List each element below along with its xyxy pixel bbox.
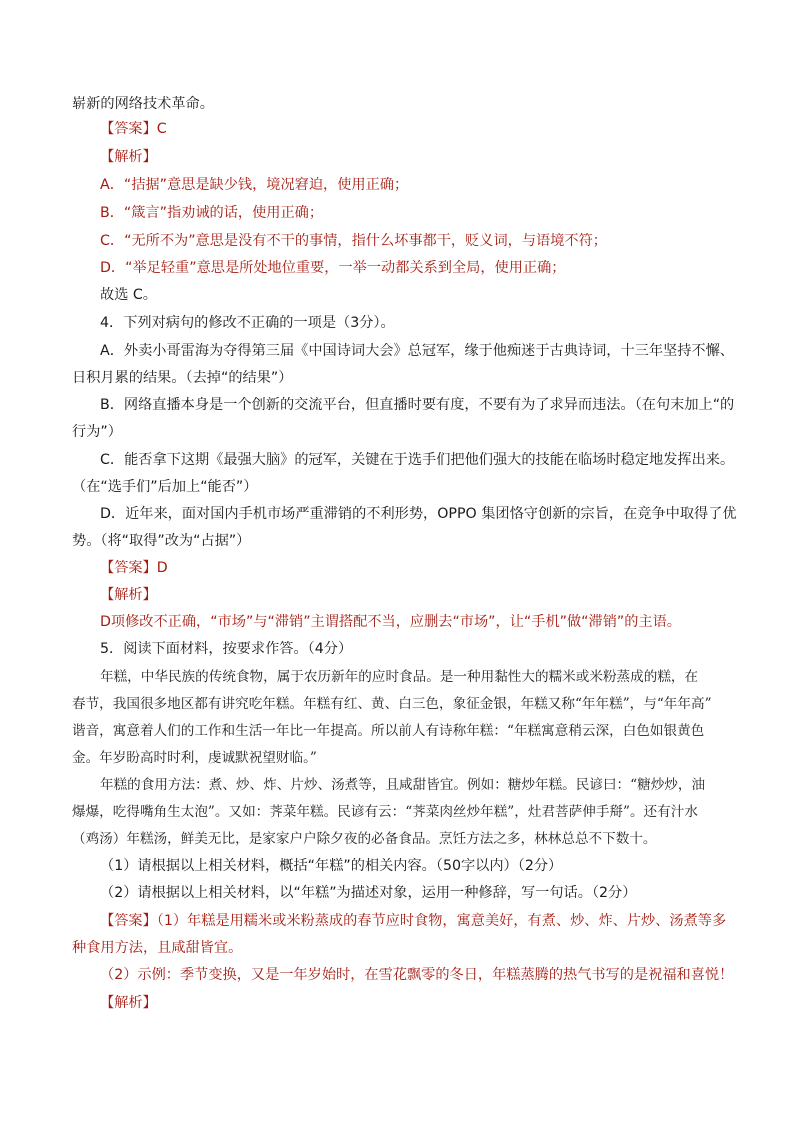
analysis-label: 【解析】 bbox=[100, 587, 157, 603]
question-4-option-b: B．网络直播本身是一个创新的交流平台，但直播时要有度，不要有为了求异而违法。（在句末加上“的 bbox=[100, 397, 735, 413]
analysis-line-d: D．“举足轻重”意思是所处地位重要，一举一动都关系到全局，使用正确； bbox=[100, 260, 566, 276]
answer-text: 【答案】（1）年糕是用糯米或米粉蒸成的春节应时食物，寓意美好，有煮、炒、炸、片炒、汤煮等多 bbox=[100, 913, 727, 929]
material-paragraph-2-line-2: 爆爆，吃得嘴角生太泡”。又如：荠菜年糕。民谚有云：“荠菜肉丝炒年糕”，灶君菩萨伸手搿”。还有汁水 bbox=[72, 804, 698, 820]
material-paragraph-2-line-3: （鸡汤）年糕汤，鲜美无比，是家家户户除夕夜的必备食品。烹饪方法之多，林林总总不下数十。 bbox=[72, 831, 657, 847]
question-5-sub-2: （2）请根据以上相关材料，以“年糕”为描述对象，运用一种修辞，写一句话。（2分） bbox=[100, 885, 637, 901]
analysis-label: 【解析】 bbox=[100, 995, 157, 1011]
material-paragraph-1-line-3: 谐音，寓意着人们的工作和生活一年比一年提高。所以前人有诗称年糕：“年糕寓意稍云深，白色如银黄色 bbox=[72, 723, 705, 739]
material-paragraph-2: 年糕的食用方法：煮、炒、炸、片炒、汤煮等，且咸甜皆宜。例如：糖炒年糕。民谚曰：“糖炒炒，油 bbox=[100, 777, 706, 793]
question-4-option-c: C．能否拿下这期《最强大脑》的冠军，关键在于选手们把他们强大的技能在临场时稳定地发挥出来。 bbox=[100, 452, 735, 468]
analysis-line-b: B．“箴言”指劝诫的话，使用正确； bbox=[100, 205, 324, 221]
question-4-option-c-cont: （在“选手们”后加上“能否”） bbox=[72, 479, 258, 495]
question-4-option-d: D．近年来，面对国内手机市场严重滞销的不利形势，OPPO 集团恪守创新的宗旨，在竞争中取得了优 bbox=[100, 506, 737, 522]
question-4-option-a: A．外卖小哥雷海为夺得第三届《中国诗词大会》总冠军，缘于他痴迷于古典诗词，十三年坚持不懈、 bbox=[100, 343, 734, 359]
answer-example: （2）示例：季节变换，又是一年岁始时，在雪花飘零的冬日，年糕蒸腾的热气书写的是祝福和喜悦！ bbox=[100, 967, 734, 983]
analysis-label: 【解析】 bbox=[100, 149, 157, 165]
material-paragraph-1: 年糕，中华民族的传统食物，属于农历新年的应时食品。是一种用黏性大的糯米或米粉蒸成的糕，在 bbox=[100, 669, 699, 685]
question-5-sub-1: （1）请根据以上相关材料，概括“年糕”的相关内容。（50字以内）（2分） bbox=[100, 858, 563, 874]
analysis-text: D项修改不正确，“市场”与“滞销”主谓搭配不当，应删去“市场”，让“手机”做“滞销”的主语。 bbox=[100, 614, 681, 630]
question-4-option-d-cont: 势。（将“取得”改为“占据”） bbox=[72, 533, 251, 549]
answer-label: 【答案】D bbox=[100, 560, 168, 576]
material-paragraph-1-line-2: 春节，我国很多地区都有讲究吃年糕。年糕有红、黄、白三色，象征金银，年糕又称“年年糕”，与“年年高” bbox=[72, 696, 712, 712]
conclusion-text: 故选 C。 bbox=[100, 287, 157, 303]
question-4-option-a-cont: 日积月累的结果。（去掉“的结果”） bbox=[72, 370, 293, 386]
question-4-title: 4．下列对病句的修改不正确的一项是（3分）。 bbox=[100, 315, 395, 331]
question-5-title: 5．阅读下面材料，按要求作答。（4分） bbox=[100, 641, 353, 657]
answer-text-cont: 种食用方法，且咸甜皆宜。 bbox=[72, 940, 243, 956]
question-4-option-b-cont: 行为”） bbox=[72, 424, 122, 440]
answer-label: 【答案】C bbox=[100, 121, 167, 137]
analysis-line-a: A．“拮据”意思是缺少钱，境况窘迫，使用正确； bbox=[100, 177, 409, 193]
continuation-text: 崭新的网络技术革命。 bbox=[72, 96, 214, 112]
analysis-line-c: C．“无所不为”意思是没有不干的事情，指什么坏事都干，贬义词，与语境不符； bbox=[100, 233, 607, 249]
material-paragraph-1-line-4: 金。年岁盼高时时利，虔诚默祝望财临。” bbox=[72, 750, 317, 766]
